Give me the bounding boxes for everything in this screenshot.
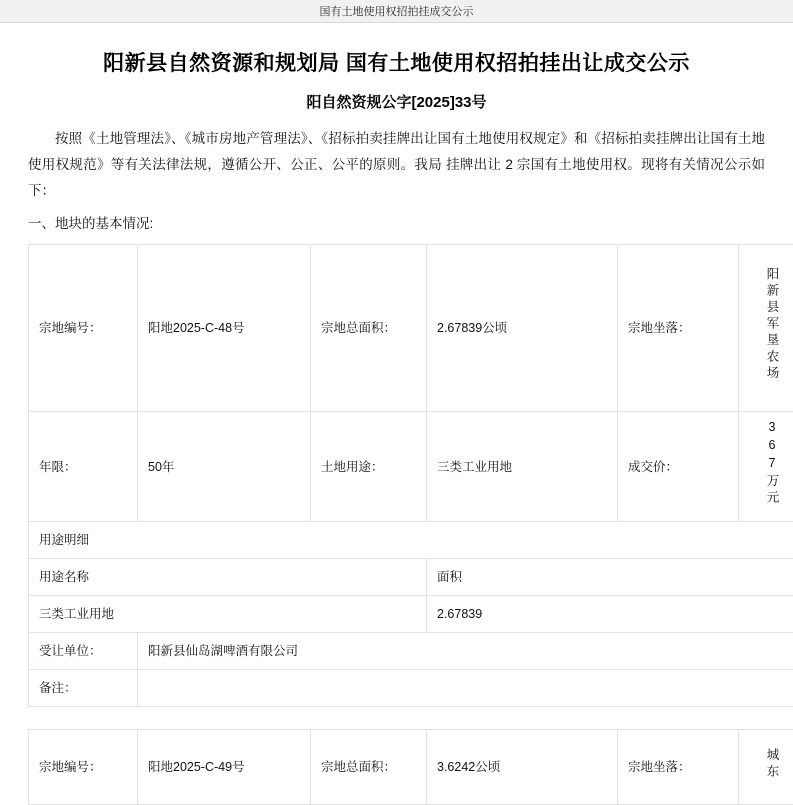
cell-label-total-area: 宗地总面积： — [311, 245, 427, 412]
parcel-table-1 — [28, 244, 793, 707]
page-title: 阳新县自然资源和规划局 国有土地使用权招拍挂出让成交公示 — [28, 47, 765, 77]
cell-header-use-name: 用途名称 — [29, 559, 427, 596]
cell-label-location-2: 宗地坐落： — [618, 730, 739, 805]
cell-label-location: 宗地坐落： — [618, 245, 739, 412]
cell-value-term: 50年 — [138, 412, 311, 522]
document-number: 阳自然资规公字[2025]33号 — [28, 91, 765, 112]
table-row — [29, 559, 793, 596]
table-row — [29, 730, 793, 805]
cell-use-name-value: 三类工业用地 — [29, 596, 427, 633]
cell-label-term: 年限： — [29, 412, 138, 522]
cell-value-location-2: 城东 — [739, 730, 793, 805]
cell-label-deal-price: 成交价： — [618, 412, 739, 522]
cell-label-transferee: 受让单位： — [29, 633, 138, 670]
document-page — [0, 47, 793, 805]
cell-label-remark: 备注： — [29, 670, 138, 707]
cell-label-land-use: 土地用途： — [311, 412, 427, 522]
cell-header-area: 面积 — [427, 559, 793, 596]
cell-value-total-area: 2.67839公顷 — [427, 245, 618, 412]
tab-title: 国有土地使用权招拍挂成交公示 — [320, 3, 474, 19]
table-gap — [28, 707, 765, 721]
intro-paragraph: 按照《土地管理法》、《城市房地产管理法》、《招标拍卖挂牌出让国有土地使用权规定》和《招标拍卖挂牌出让国有土地使用权规范》等有关法律法规，遵循公开、公正、公平的原则。我局 挂牌出让 2 宗国有土地使用权。现将有关情况公示如下： — [28, 126, 765, 204]
cell-label-parcel-no-2: 宗地编号： — [29, 730, 138, 805]
cell-label-parcel-no: 宗地编号： — [29, 245, 138, 412]
cell-value-land-use: 三类工业用地 — [427, 412, 618, 522]
cell-use-detail-heading: 用途明细 — [29, 522, 793, 559]
browser-tab-title-bar — [0, 0, 793, 23]
section-heading: 一、地块的基本情况: — [28, 212, 765, 236]
table-row — [29, 412, 793, 522]
cell-value-transferee: 阳新县仙岛湖啤酒有限公司 — [138, 633, 793, 670]
table-row — [29, 670, 793, 707]
table-row — [29, 522, 793, 559]
cell-value-deal-price: 367万元 — [739, 412, 793, 522]
parcel-table-2 — [28, 729, 793, 805]
table-row — [29, 633, 793, 670]
table-row — [29, 596, 793, 633]
cell-value-remark — [138, 670, 793, 707]
cell-value-total-area-2: 3.6242公顷 — [427, 730, 618, 805]
cell-label-total-area-2: 宗地总面积： — [311, 730, 427, 805]
cell-value-parcel-no: 阳地2025-C-48号 — [138, 245, 311, 412]
cell-use-area-value: 2.67839 — [427, 596, 793, 633]
cell-value-parcel-no-2: 阳地2025-C-49号 — [138, 730, 311, 805]
cell-value-location: 阳新县军垦农场 — [739, 245, 793, 412]
table-row — [29, 245, 793, 412]
